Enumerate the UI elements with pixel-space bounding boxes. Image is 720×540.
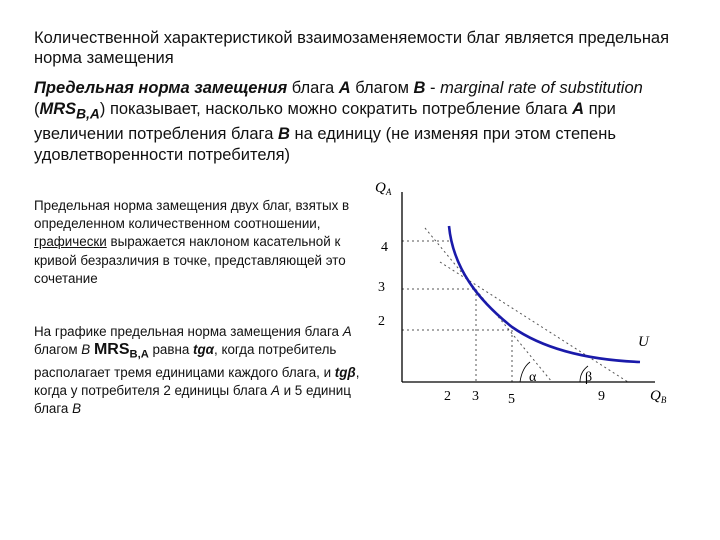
english-term: marginal rate of substitution — [440, 79, 643, 97]
y-tick-4: 4 — [381, 240, 388, 255]
beta-label: β — [585, 370, 593, 385]
slide-title: Количественной характеристикой взаимозаменяемости благ является предельная норма замещения — [34, 29, 670, 67]
term: Предельная норма замещения — [34, 79, 288, 97]
alpha-label: α — [529, 370, 537, 385]
graph-explanation: На графике предельная норма замещения блага А благом В $MRS_{B,A}$ равна tgα, когда потребитель располагает тремя единицами каждого блага, и tgβ, когда у потребителя 2 единицы блага А и 5 единиц блага В — [34, 324, 360, 417]
x-tick-2: 2 — [444, 389, 451, 404]
x-tick-3: 3 — [472, 389, 479, 404]
mrs-abbr: MRS — [39, 100, 77, 118]
x-axis-label: $Q_B$ — [650, 388, 667, 405]
indifference-curve — [449, 226, 640, 362]
curve-label-u: U — [638, 334, 649, 350]
y-axis-label: $Q_A$ — [375, 180, 392, 197]
x-tick-5: 5 — [508, 392, 515, 407]
y-tick-2: 2 — [378, 314, 385, 329]
x-tick-9: 9 — [598, 389, 605, 404]
indifference-curve-graph — [355, 170, 710, 410]
graphic-explanation: Предельная норма замещения двух благ, взятых в определенном количественном соотношении, графически выражается наклоном касательной к кривой безразличия в точке, представляющей это сочетание — [34, 198, 350, 286]
definition-paragraph: Предельная норма замещения блага А благом В - marginal rate of substitution $(MRS_{B,A})$ показывает, насколько можно сократить потребление блага А при увеличении потребления блага В на единицу (не изменяя при этом степень удовлетворенности потребителя) — [34, 79, 643, 165]
y-tick-3: 3 — [378, 280, 385, 295]
